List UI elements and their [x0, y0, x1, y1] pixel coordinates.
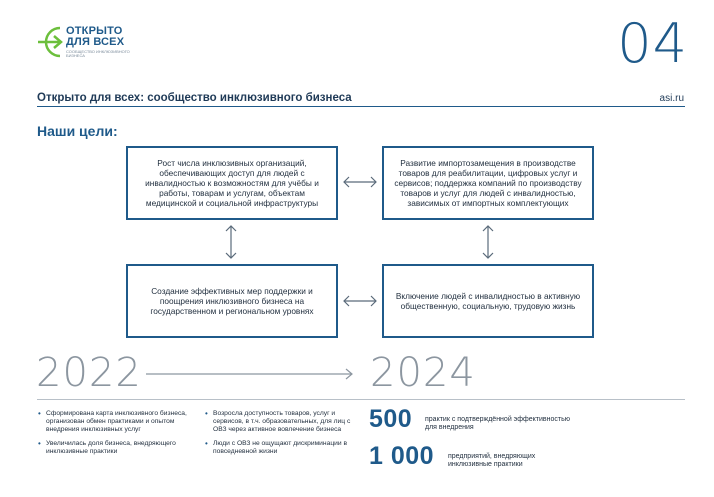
results-2022-column-2	[205, 410, 355, 462]
list-item: • Увеличилась доля бизнеса, внедряющего инклюзивные практики	[38, 440, 188, 456]
timeline-divider	[37, 399, 685, 400]
target-text-2: предприятий, внедряющих инклюзивные практики	[448, 453, 536, 468]
target-number-1: 500	[369, 405, 413, 433]
list-item: • Сформирована карта инклюзивного бизнеса, организован обмен практиками и опытом внедрения инклюзивных услуг	[38, 410, 188, 434]
results-2022-column-1	[38, 410, 188, 462]
goal-box-3: Создание эффективных мер поддержки и поощрения инклюзивного бизнеса на государственном и региональном уровнях	[126, 264, 338, 338]
page-number: 04	[617, 12, 688, 75]
document-title: Открыто для всех: сообщество инклюзивного бизнеса	[37, 92, 352, 104]
header-divider	[37, 106, 685, 107]
logo-subtitle: СООБЩЕСТВО ИНКЛЮЗИВНОГО БИЗНЕСА	[66, 49, 130, 58]
list-item: • Люди с ОВЗ не ощущают дискриминации в повседневной жизни	[205, 440, 355, 456]
timeline-arrow-icon	[146, 368, 356, 380]
goals-title: Наши цели:	[37, 123, 118, 139]
double-arrow-vertical-icon	[481, 224, 495, 260]
logo-line2: ДЛЯ ВСЕХ	[66, 36, 125, 48]
list-item: • Возросла доступность товаров, услуг и сервисов, в т.ч. образовательных, для лиц с ОВЗ через активное вовлечение бизнеса	[205, 410, 355, 434]
goal-box-1: Рост числа инклюзивных организаций, обеспечивающих доступ для людей с инвалидностью к возможностям для учёбы и работы, товарам и услугам, объектам медицинской и социальной инфраструктуры	[126, 146, 338, 220]
logo-wordmark	[66, 26, 124, 48]
double-arrow-horizontal-icon	[342, 175, 378, 189]
goal-box-4: Включение людей с инвалидностью в активную общественную, социальную, трудовую жизнь	[382, 264, 594, 338]
target-number-2: 1 000	[369, 442, 435, 470]
double-arrow-vertical-icon	[224, 224, 238, 260]
double-arrow-horizontal-icon	[342, 294, 378, 308]
logo-line1: ОТКРЫТО	[66, 25, 123, 37]
goal-box-2: Развитие импортозамещения в производстве товаров для реабилитации, цифровых услуг и сервисов; поддержка компаний по производству товаров и услуг для людей с инвалидностью, зависимых от импортных комплектующих	[382, 146, 594, 220]
target-text-1: практик с подтверждённой эффективностью для внедрения	[425, 416, 570, 431]
year-from: 2022	[36, 350, 142, 396]
year-to: 2024	[370, 350, 476, 396]
site-link[interactable]: asi.ru	[659, 93, 684, 104]
